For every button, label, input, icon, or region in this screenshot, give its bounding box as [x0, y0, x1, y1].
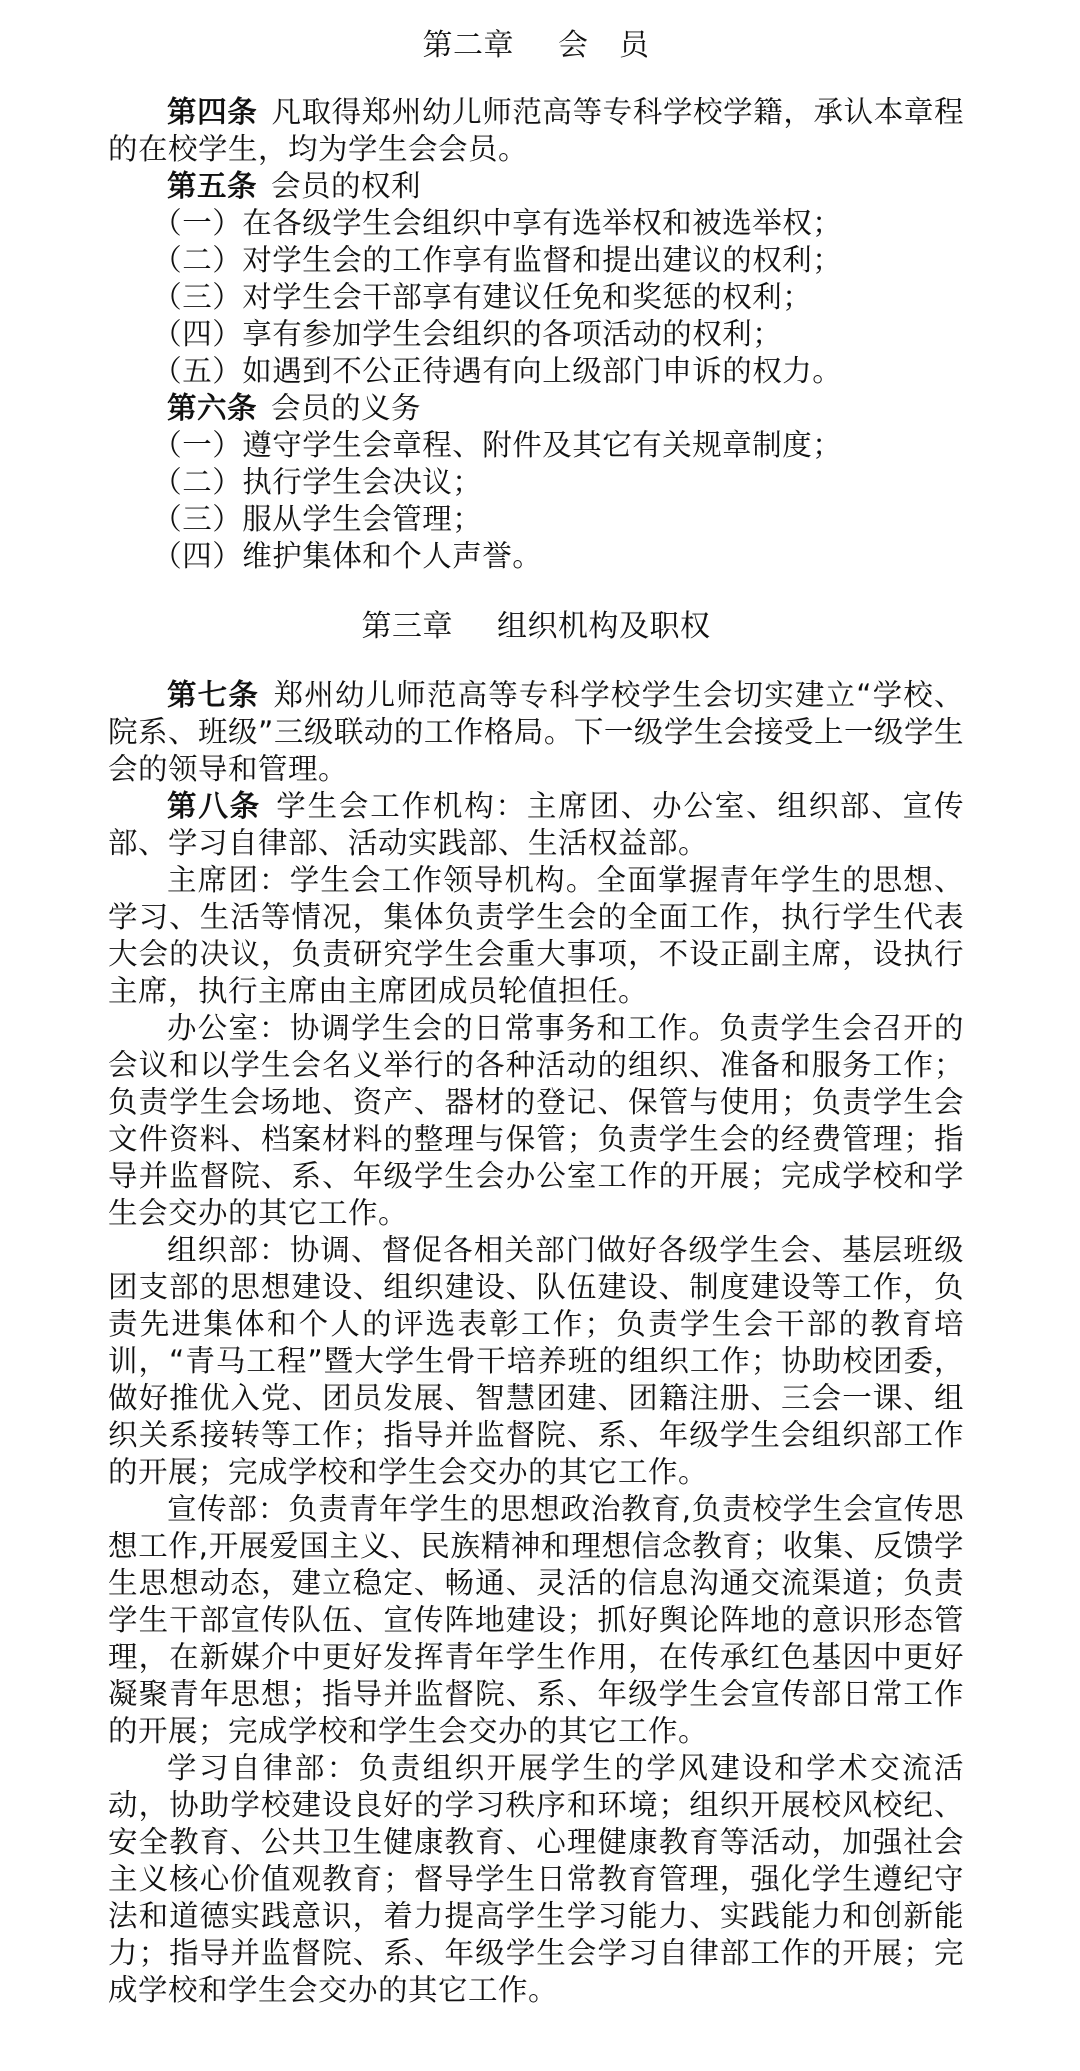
article-8-label: 第八条	[167, 789, 261, 823]
list-item: （二）执行学生会决议；	[152, 465, 483, 499]
organization-dept-paragraph: 组织部：协调、督促各相关部门做好各级学生会、基层班级团支部的思想建设、组织建设、队伍建设、制度建设等工作，负责先进集体和个人的评选表彰工作；负责学生会干部的教育培训，“青马工程”暨大学生骨干培养班的组织工作；协助校团委，做好推优入党、团员发展、智慧团建、团籍注册、三会一课、组织关系接转等工作；指导并监督院、系、年级学生会组织部工作的开展；完成学校和学生会交办的其它工作。	[108, 1233, 964, 1489]
list-item: （四）维护集体和个人声誉。	[152, 539, 543, 573]
list-item: （三）服从学生会管理；	[152, 502, 483, 536]
list-item: （二）对学生会的工作享有监督和提出建议的权利；	[152, 243, 843, 277]
member-duties-list	[108, 427, 964, 575]
chapter-2-name: 会 员	[558, 28, 650, 63]
chapter-3-name: 组织机构及职权	[497, 609, 711, 644]
article-8	[108, 788, 964, 862]
article-8-text: 学生会工作机构：主席团、办公室、组织部、宣传部、学习自律部、活动实践部、生活权益部。	[108, 789, 964, 860]
list-item: （四）享有参加学生会组织的各项活动的权利；	[152, 317, 783, 351]
chapter-3-title	[108, 603, 964, 651]
chapter-3-number: 第三章	[361, 609, 453, 644]
member-rights-list	[108, 205, 964, 390]
study-discipline-dept-paragraph: 学习自律部：负责组织开展学生的学风建设和学术交流活动，协助学校建设良好的学习秩序和环境；组织开展校风校纪、安全教育、公共卫生健康教育、心理健康教育等活动，加强社会主义核心价值观教育；督导学生日常教育管理，强化学生遵纪守法和道德实践意识，着力提高学生学习能力、实践能力和创新能力；指导并监督院、系、年级学生会学习自律部工作的开展；完成学校和学生会交办的其它工作。	[108, 1751, 964, 2007]
article-6-label: 第六条	[167, 391, 258, 425]
article-7	[108, 677, 964, 788]
list-item: （三）对学生会干部享有建议任免和奖惩的权利；	[152, 280, 813, 314]
article-4	[108, 94, 964, 168]
article-4-label: 第四条	[167, 95, 258, 129]
chapter-2-title	[108, 22, 964, 70]
article-5-text: 会员的权利	[271, 169, 422, 203]
list-item: （一）遵守学生会章程、附件及其它有关规章制度；	[152, 428, 843, 462]
article-6	[108, 390, 964, 427]
chapter-2-number: 第二章	[422, 28, 514, 63]
document-page	[108, 22, 964, 2009]
office-paragraph: 办公室：协调学生会的日常事务和工作。负责学生会召开的会议和以学生会名义举行的各种活动的组织、准备和服务工作；负责学生会场地、资产、器材的登记、保管与使用；负责学生会文件资料、档案材料的整理与保管；负责学生会的经费管理；指导并监督院、系、年级学生会办公室工作的开展；完成学校和学生会交办的其它工作。	[108, 1011, 964, 1230]
article-6-text: 会员的义务	[271, 391, 422, 425]
list-item: （五）如遇到不公正待遇有向上级部门申诉的权力。	[152, 354, 843, 388]
article-5	[108, 168, 964, 205]
article-7-text: 郑州幼儿师范高等专科学校学生会切实建立“学校、院系、班级”三级联动的工作格局。下一级学生会接受上一级学生会的领导和管理。	[108, 678, 964, 786]
article-4-text: 凡取得郑州幼儿师范高等专科学校学籍，承认本章程的在校学生，均为学生会会员。	[108, 95, 964, 166]
presidium-paragraph: 主席团：学生会工作领导机构。全面掌握青年学生的思想、学习、生活等情况，集体负责学生会的全面工作，执行学生代表大会的决议，负责研究学生会重大事项，不设正副主席，设执行主席，执行主席由主席团成员轮值担任。	[108, 863, 964, 1008]
article-5-label: 第五条	[167, 169, 258, 203]
publicity-dept-paragraph: 宣传部：负责青年学生的思想政治教育,负责校学生会宣传思想工作,开展爱国主义、民族精神和理想信念教育；收集、反馈学生思想动态，建立稳定、畅通、灵活的信息沟通交流渠道；负责学生干部宣传队伍、宣传阵地建设；抓好舆论阵地的意识形态管理，在新媒介中更好发挥青年学生作用，在传承红色基因中更好凝聚青年思想；指导并监督院、系、年级学生会宣传部日常工作的开展；完成学校和学生会交办的其它工作。	[108, 1492, 964, 1748]
list-item: （一）在各级学生会组织中享有选举权和被选举权；	[152, 206, 843, 240]
article-7-label: 第七条	[167, 678, 259, 712]
